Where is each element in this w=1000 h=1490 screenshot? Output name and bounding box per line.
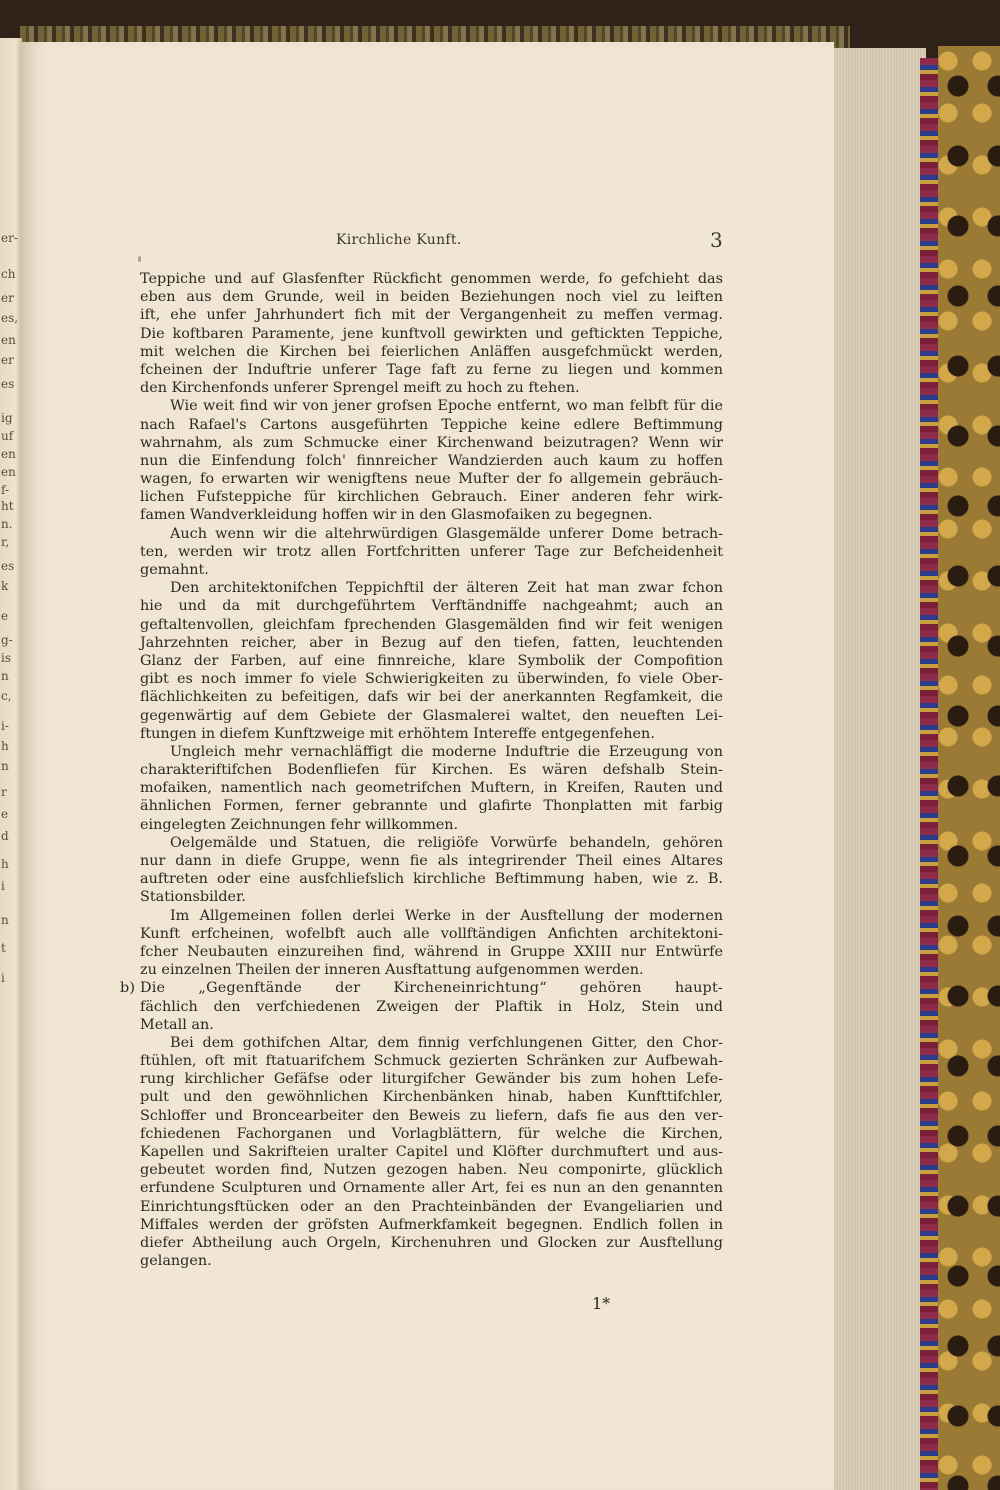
text-line: Auch wenn wir die altehrwürdigen Glasgemälde unferer Dome betrach-	[170, 525, 723, 542]
text-line: wagen, fo erwarten wir wenigftens neue Mufter der fo allgemein gebräuch-	[140, 471, 723, 488]
body-text	[120, 270, 723, 1270]
text-line: nun die Einfendung folch' finnreicher Wandzierden auch kaum zu hoffen	[140, 452, 723, 469]
margin-fragment: h	[1, 739, 9, 753]
text-line: eben aus dem Grunde, weil in beiden Beziehungen noch viel zu leiften	[140, 289, 723, 306]
marbled-edge	[920, 58, 940, 1490]
text-line: charakteriftifchen Bodenfliefen für Kirchen. Es wären defshalb Stein-	[140, 762, 723, 779]
text-line: gibt es noch immer fo viele Schwierigkeiten zu überwinden, fo viele Ober-	[140, 671, 723, 688]
margin-fragment: er	[1, 291, 14, 305]
text-line: fächlich den verfchiedenen Zweigen der Plaftik in Holz, Stein und	[140, 998, 723, 1015]
text-line: Wie weit find wir von jener grofsen Epoche entfernt, wo man felbft für die	[170, 398, 723, 415]
text-line: erfundene Sculpturen und Ornamente aller Art, fei es nun an den genannten	[140, 1180, 723, 1197]
running-head-title: Kirchliche Kunft.	[336, 232, 462, 248]
text-line: flächlichkeiten zu befeitigen, dafs wir bei der anerkannten Regfamkeit, die	[140, 689, 723, 706]
text-line: Einrichtungsftücken oder an den Prachteinbänden der Evangeliarien und	[140, 1198, 723, 1215]
text-line: Ungleich mehr vernachläffigt die moderne Induftrie die Erzeugung von	[170, 743, 723, 760]
text-line: Schloffer und Broncearbeiter den Beweis zu liefern, dafs fie aus den ver-	[140, 1107, 723, 1124]
text-line: ten, werden wir trotz allen Fortfchritten unferer Tage zur Befcheidenheit	[140, 543, 723, 560]
margin-fragment: h	[1, 857, 9, 871]
text-line: nach Rafael's Cartons ausgeführten Teppiche keine edlere Beftimmung	[140, 416, 723, 433]
text-line: Bei dem gothifchen Altar, dem finnig verfchlungenen Gitter, den Chor-	[170, 1034, 723, 1051]
margin-fragment: i	[1, 879, 5, 893]
text-line	[120, 979, 723, 997]
text-line: diefer Abtheilung auch Orgeln, Kirchenuhren und Glocken zur Ausftellung	[140, 1234, 723, 1251]
page-fore-edge	[832, 48, 926, 1490]
margin-fragment: g-	[1, 633, 13, 647]
margin-fragment: n	[1, 759, 9, 773]
margin-fragment: es	[1, 377, 15, 391]
text-line: Im Allgemeinen follen derlei Werke in der Ausftellung der modernen	[170, 907, 723, 924]
margin-fragment: er	[1, 353, 14, 367]
text-line: gebeutet worden find, Nutzen gezogen haben. Neu componirte, glücklich	[140, 1162, 723, 1179]
text-line: den Kirchenfonds unferer Sprengel meift zu hoch zu ftehen.	[140, 380, 580, 397]
text-line: gegenwärtig auf dem Gebiete der Glasmalerei waltet, den neueften Lei-	[140, 707, 723, 724]
text-line: zu einzelnen Theilen der inneren Ausftattung aufgenommen werden.	[140, 962, 644, 979]
text-line: ähnlichen Formen, ferner gebrannte und glafirte Thonplatten mit farbig	[140, 798, 723, 815]
ink-speck	[138, 256, 141, 262]
text-line: gelangen.	[140, 1253, 212, 1270]
text-line: nur dann in diefe Gruppe, wenn fie als integrirender Theil eines Altares	[140, 853, 723, 869]
text-line: ftühlen, oft mit ftatuarifchem Schmuck gezierten Schränken zur Aufbewah-	[140, 1053, 723, 1070]
text-line: auftreten oder eine ausfchliefslich kirchliche Beftimmung haben, wie z. B.	[140, 871, 723, 888]
text-line: Jahrzehnten reicher, aber in Bezug auf den tiefen, fatten, leuchtenden	[140, 634, 723, 651]
text-line: Glanz der Farben, auf eine finnreiche, klare Symbolik der Compofition	[140, 652, 723, 669]
text-line: hie und da mit durchgeführtem Verftändniffe nachgeahmt; auch an	[140, 598, 723, 615]
text-line: fcher Neubauten einzureihen find, während in Gruppe XXIII nur Entwürfe	[140, 943, 723, 960]
text-line: Den architektonifchen Teppichftil der älteren Zeit hat man zwar fchon	[170, 580, 723, 597]
margin-fragment: is	[1, 651, 11, 665]
margin-fragment: i	[1, 971, 5, 985]
text-line: ift, ehe unfer Jahrhundert fich mit der Vergangenheit zu meffen vermag.	[140, 307, 723, 324]
margin-fragment: d	[1, 829, 9, 843]
margin-fragment: ht	[1, 499, 14, 513]
list-marker: b)	[120, 980, 136, 997]
margin-fragment: r	[1, 785, 7, 799]
text-line: rung kirchlicher Gefäfse oder liturgifcher Gewänder bis zum hohen Lefe-	[140, 1071, 723, 1088]
text-line: Kunft erfcheinen, wofelbft auch alle vollftändigen Anfichten architektoni-	[140, 925, 723, 942]
margin-fragment: es,	[1, 311, 19, 325]
book-cover-board	[938, 46, 1000, 1490]
margin-fragment: en	[1, 333, 16, 347]
margin-fragment: uf	[1, 429, 14, 443]
text-line: fchiedenen Fachorganen und Vorlagblättern, für welche die Kirchen,	[140, 1125, 723, 1142]
margin-fragment: ch	[1, 267, 16, 281]
text-line: Stationsbilder.	[140, 889, 246, 906]
margin-fragment: n.	[1, 517, 13, 531]
margin-fragment: en	[1, 465, 16, 479]
margin-fragment: er-	[1, 231, 18, 245]
margin-fragment: f-	[1, 483, 10, 497]
text-line: lichen Fufsteppiche für kirchlichen Gebrauch. Einer anderen fehr wirk-	[140, 489, 723, 506]
margin-fragment: es	[1, 559, 15, 573]
text-line: mit welchen die Kirchen bei feierlichen Anläffen ausgefchmückt werden,	[140, 343, 723, 360]
margin-fragment: k	[1, 579, 9, 593]
text-line: famen Wandverkleidung hoffen wir in den Glasmofaiken zu begegnen.	[140, 507, 653, 524]
text-line: Oelgemälde und Statuen, die religiöfe Vorwürfe behandeln, gehören	[170, 834, 723, 851]
text-line: fcheinen der Induftrie unferer Tage faft zu ferne zu liegen und kommen	[140, 361, 723, 378]
text-line: eingelegten Zeichnungen fehr willkommen.	[140, 816, 459, 833]
margin-fragment: r,	[1, 535, 10, 549]
text-line: gemahnt.	[140, 562, 209, 578]
margin-fragment: e	[1, 807, 9, 821]
text-line-content: Die „Gegenftände der Kircheneinrichtung“ gehören haupt-	[140, 980, 723, 997]
book-page	[22, 42, 834, 1490]
page-number: 3	[710, 228, 723, 252]
text-line: ftungen in diefem Kunftzweige mit erhöhtem Intereffe entgegenfehen.	[140, 725, 655, 742]
margin-fragment: ig	[1, 411, 13, 425]
margin-fragment: n	[1, 913, 9, 927]
margin-fragment: c,	[1, 689, 12, 703]
margin-fragment: n	[1, 669, 9, 683]
text-line: Die koftbaren Paramente, jene kunftvoll gewirkten und geftickten Teppiche,	[140, 325, 723, 342]
margin-fragment: en	[1, 447, 16, 461]
printer-signature: 1*	[592, 1294, 611, 1313]
text-line: Metall an.	[140, 1016, 214, 1033]
margin-fragment: i-	[1, 719, 9, 733]
text-line: Teppiche und auf Glasfenfter Rückficht genommen werde, fo gefchieht das	[140, 271, 723, 287]
text-line: mofaiken, namentlich nach geometrifchen Muftern, in Kreifen, Rauten und	[140, 780, 723, 797]
margin-fragment: e	[1, 609, 9, 623]
text-line: geftaltenvollen, gleichfam fprechenden Glasgemälden find wir feit wenigen	[140, 616, 723, 633]
previous-page-edge	[0, 38, 22, 1490]
text-line: Kapellen und Sakrifteien uralter Capitel und Klöfter durchmuftert und aus-	[140, 1144, 723, 1160]
text-line: wahrnahm, als zum Schmucke einer Kirchenwand beizutragen? Wenn wir	[140, 434, 723, 451]
text-line: Miffales werden der gröfsten Aufmerkfamkeit begegnen. Endlich follen in	[140, 1216, 723, 1233]
text-line: pult und den gewöhnlichen Kirchenbänken hinab, haben Kunfttifchler,	[140, 1089, 723, 1106]
margin-fragment: t	[1, 941, 6, 955]
